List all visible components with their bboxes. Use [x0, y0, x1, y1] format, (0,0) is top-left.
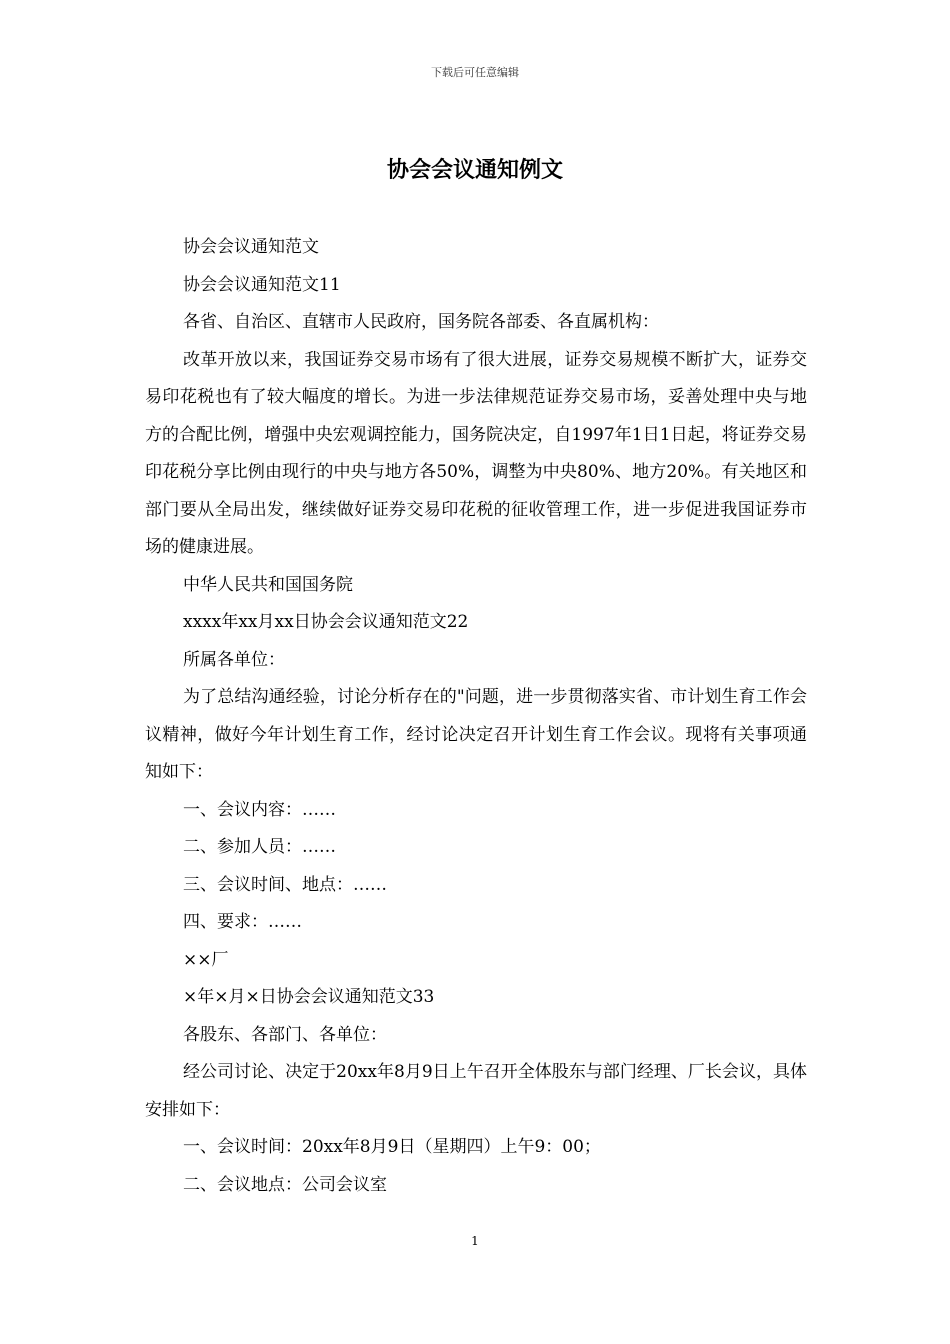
paragraph-item-attendees: 二、参加人员：……: [183, 837, 336, 857]
paragraph-recipients-3: 各股东、各部门、各单位：: [183, 1024, 387, 1045]
document-title: 协会会议通知例文: [386, 157, 563, 183]
header-note: 下载后可任意编辑: [431, 66, 519, 79]
paragraph-body-3: 经公司讨论、决定于20xx年8月9日上午召开全体股东与部门经理、厂长会议，具体安排如下：: [145, 1062, 807, 1120]
paragraph-recipients-1: 各省、自治区、直辖市人民政府，国务院各部委、各直属机构：: [183, 312, 659, 332]
document-body: [145, 229, 807, 1204]
paragraph-date-sample-3-heading: ×年×月×日协会会议通知范文33: [183, 987, 435, 1007]
paragraph-recipients-2: 所属各单位：: [183, 649, 285, 670]
paragraph-item-content: 一、会议内容：……: [183, 799, 336, 820]
paragraph-item-time-place: 三、会议时间、地点：……: [183, 874, 387, 895]
paragraph-item-requirements: 四、要求：……: [183, 912, 302, 932]
page-number: 1: [471, 1234, 479, 1248]
paragraph-subtitle: 协会会议通知范文: [183, 237, 319, 257]
paragraph-body-1: 改革开放以来，我国证券交易市场有了很大进展，证券交易规模不断扩大，证券交易印花税也有了较大幅度的增长。为进一步法律规范证券交易市场，妥善处理中央与地方的合配比例，增强中央宏观调控能力，国务院决定，自1997年1日1日起，将证券交易印花税分享比例由现行的中央与地方各50%，调整为中央80%、地方20%。有关地区和部门要从全局出发，继续做好证券交易印花税的征收管理工作，进一步促进我国证券市场的健康进展。: [145, 349, 807, 557]
paragraph-body-2: 为了总结沟通经验，讨论分析存在的"问题，进一步贯彻落实省、市计划生育工作会议精神，做好今年计划生育工作，经讨论决定召开计划生育工作会议。现将有关事项通知如下：: [145, 687, 807, 782]
paragraph-date-sample-2-heading: xxxx年xx月xx日协会会议通知范文22: [183, 612, 469, 632]
paragraph-sample-1-heading: 协会会议通知范文11: [183, 274, 341, 295]
paragraph-signature-2: ××厂: [183, 949, 229, 970]
paragraph-meeting-place: 二、会议地点：公司会议室: [183, 1174, 387, 1195]
paragraph-meeting-time: 一、会议时间：20xx年8月9日（星期四）上午9：00；: [183, 1137, 601, 1157]
paragraph-signature-1: 中华人民共和国国务院: [183, 574, 353, 595]
